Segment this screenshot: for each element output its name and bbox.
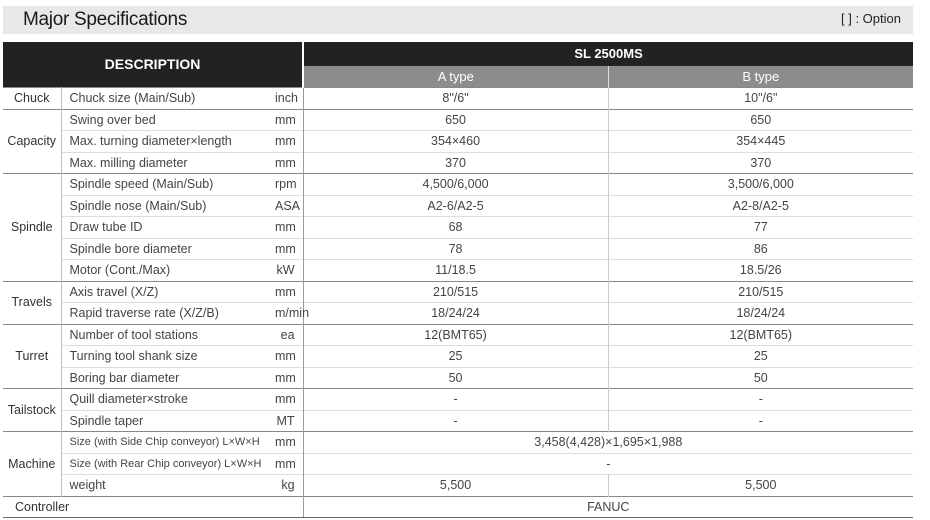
type-a-header: A type bbox=[303, 66, 608, 88]
group-label: Machine bbox=[3, 432, 61, 497]
unit-label: MT bbox=[275, 410, 303, 432]
unit-label: mm bbox=[275, 109, 303, 131]
value-a: 5,500 bbox=[303, 475, 608, 497]
value-a: 4,500/6,000 bbox=[303, 174, 608, 196]
group-label: Spindle bbox=[3, 174, 61, 282]
item-label: Rapid traverse rate (X/Z/B) bbox=[61, 303, 275, 325]
value-b: - bbox=[608, 410, 913, 432]
unit-label: mm bbox=[275, 346, 303, 368]
table-row bbox=[3, 303, 913, 325]
item-label: Size (with Rear Chip conveyor) L×W×H bbox=[61, 453, 275, 475]
unit-label: m/min bbox=[275, 303, 303, 325]
table-row bbox=[3, 281, 913, 303]
value-b: 5,500 bbox=[608, 475, 913, 497]
unit-label: kW bbox=[275, 260, 303, 282]
item-label: Number of tool stations bbox=[61, 324, 275, 346]
value-a: 370 bbox=[303, 152, 608, 174]
group-label: Controller bbox=[3, 496, 275, 518]
group-label: Tailstock bbox=[3, 389, 61, 432]
unit-label: mm bbox=[275, 432, 303, 454]
table-row bbox=[3, 195, 913, 217]
value-b: 210/515 bbox=[608, 281, 913, 303]
item-label: Axis travel (X/Z) bbox=[61, 281, 275, 303]
value-b: 86 bbox=[608, 238, 913, 260]
table-row bbox=[3, 131, 913, 153]
table-row bbox=[3, 88, 913, 110]
value-b: A2-8/A2-5 bbox=[608, 195, 913, 217]
option-note: [ ] : Option bbox=[841, 11, 901, 26]
table-row bbox=[3, 453, 913, 475]
value-a: 12(BMT65) bbox=[303, 324, 608, 346]
value-b: 370 bbox=[608, 152, 913, 174]
item-label: Max. turning diameter×length bbox=[61, 131, 275, 153]
model-header: SL 2500MS bbox=[303, 42, 913, 66]
unit-label: mm bbox=[275, 389, 303, 411]
unit-label: mm bbox=[275, 453, 303, 475]
value-b: 3,500/6,000 bbox=[608, 174, 913, 196]
table-row bbox=[3, 475, 913, 497]
value-a: 18/24/24 bbox=[303, 303, 608, 325]
unit-label bbox=[275, 496, 303, 518]
table-row bbox=[3, 260, 913, 282]
table-row bbox=[3, 238, 913, 260]
value-b: 18.5/26 bbox=[608, 260, 913, 282]
unit-label: mm bbox=[275, 238, 303, 260]
value-b: 12(BMT65) bbox=[608, 324, 913, 346]
table-row bbox=[3, 109, 913, 131]
group-label: Capacity bbox=[3, 109, 61, 174]
description-header: DESCRIPTION bbox=[3, 42, 303, 88]
unit-label: ASA bbox=[275, 195, 303, 217]
group-label: Turret bbox=[3, 324, 61, 389]
item-label: Quill diameter×stroke bbox=[61, 389, 275, 411]
value-a: 25 bbox=[303, 346, 608, 368]
item-label: Swing over bed bbox=[61, 109, 275, 131]
unit-label: rpm bbox=[275, 174, 303, 196]
item-label: Spindle nose (Main/Sub) bbox=[61, 195, 275, 217]
title-bar bbox=[3, 6, 913, 34]
group-label: Chuck bbox=[3, 88, 61, 110]
table-row bbox=[3, 152, 913, 174]
value-b: 10"/6" bbox=[608, 88, 913, 110]
table-row bbox=[3, 324, 913, 346]
value-a: 11/18.5 bbox=[303, 260, 608, 282]
page-title: Major Specifications bbox=[23, 9, 188, 30]
value-a: 354×460 bbox=[303, 131, 608, 153]
item-label: Spindle speed (Main/Sub) bbox=[61, 174, 275, 196]
unit-label: kg bbox=[275, 475, 303, 497]
value-b: 354×445 bbox=[608, 131, 913, 153]
table-row bbox=[3, 389, 913, 411]
value-a: 650 bbox=[303, 109, 608, 131]
unit-label: mm bbox=[275, 367, 303, 389]
value-a: 50 bbox=[303, 367, 608, 389]
item-label: Turning tool shank size bbox=[61, 346, 275, 368]
item-label: Draw tube ID bbox=[61, 217, 275, 239]
value-b: 18/24/24 bbox=[608, 303, 913, 325]
value-b: 25 bbox=[608, 346, 913, 368]
item-label: Boring bar diameter bbox=[61, 367, 275, 389]
table-row bbox=[3, 496, 913, 518]
item-label: Size (with Side Chip conveyor) L×W×H bbox=[61, 432, 275, 454]
item-label: Spindle bore diameter bbox=[61, 238, 275, 260]
unit-label: inch bbox=[275, 88, 303, 110]
unit-label: mm bbox=[275, 217, 303, 239]
value-a: 8"/6" bbox=[303, 88, 608, 110]
value-a: A2-6/A2-5 bbox=[303, 195, 608, 217]
value-b: 650 bbox=[608, 109, 913, 131]
value-b: 77 bbox=[608, 217, 913, 239]
table-row bbox=[3, 217, 913, 239]
type-b-header: B type bbox=[608, 66, 913, 88]
value-a: 78 bbox=[303, 238, 608, 260]
group-label: Travels bbox=[3, 281, 61, 324]
merged-value: - bbox=[303, 453, 913, 475]
unit-label: mm bbox=[275, 281, 303, 303]
value-a: 68 bbox=[303, 217, 608, 239]
value-b: - bbox=[608, 389, 913, 411]
item-label: weight bbox=[61, 475, 275, 497]
value-a: 210/515 bbox=[303, 281, 608, 303]
table-row bbox=[3, 410, 913, 432]
unit-label: mm bbox=[275, 131, 303, 153]
merged-value: 3,458(4,428)×1,695×1,988 bbox=[303, 432, 913, 454]
unit-label: ea bbox=[275, 324, 303, 346]
value-a: - bbox=[303, 389, 608, 411]
table-row bbox=[3, 432, 913, 454]
item-label: Chuck size (Main/Sub) bbox=[61, 88, 275, 110]
table-row bbox=[3, 367, 913, 389]
spec-table-body bbox=[3, 88, 913, 518]
table-row bbox=[3, 346, 913, 368]
merged-value: FANUC bbox=[303, 496, 913, 518]
value-a: - bbox=[303, 410, 608, 432]
table-row bbox=[3, 174, 913, 196]
item-label: Motor (Cont./Max) bbox=[61, 260, 275, 282]
item-label: Spindle taper bbox=[61, 410, 275, 432]
value-b: 50 bbox=[608, 367, 913, 389]
item-label: Max. milling diameter bbox=[61, 152, 275, 174]
unit-label: mm bbox=[275, 152, 303, 174]
spec-table bbox=[3, 42, 913, 518]
